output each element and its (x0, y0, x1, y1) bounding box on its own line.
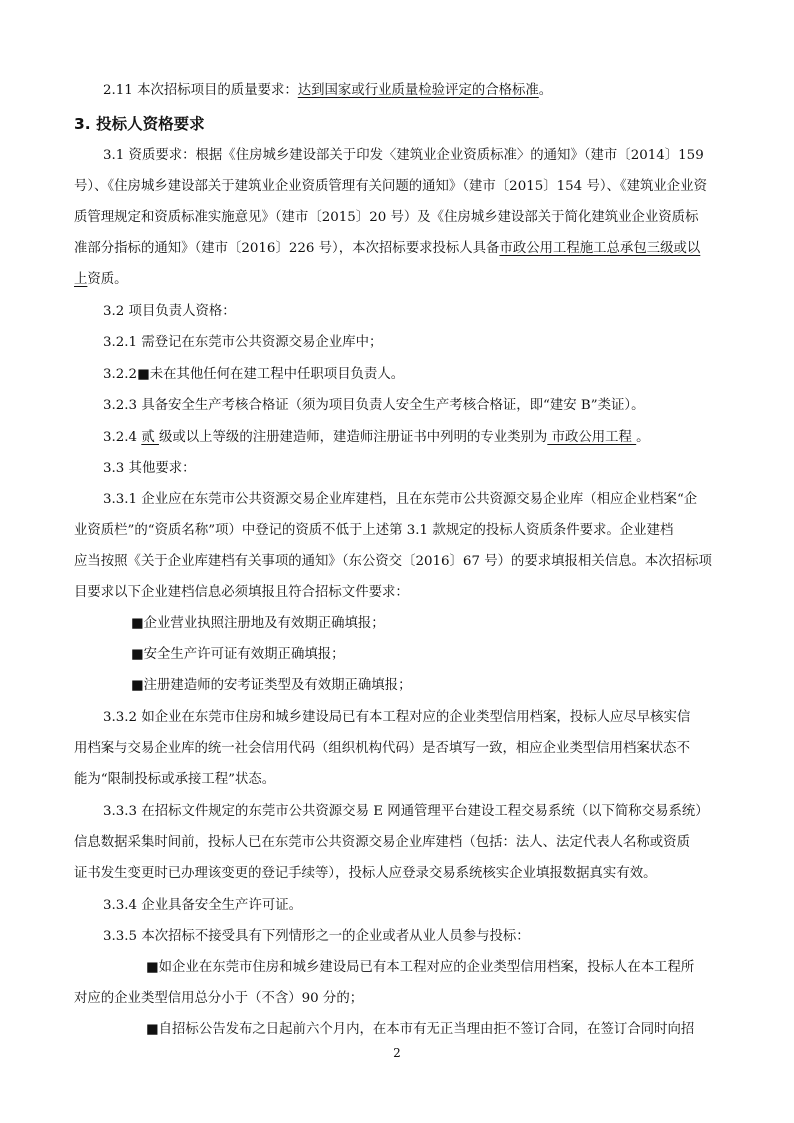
para-321: 3.2.1 需登记在东莞市公共资源交易企业库中； (103, 335, 383, 350)
bullet-constructor-cert: ■注册建造师的安考证类型及有效期正确填报； (131, 678, 412, 693)
para-322: 3.2.2■未在其他任何在建工程中任职项目负责人。 (103, 367, 405, 382)
para-334: 3.3.4 企业具备安全生产许可证。 (103, 898, 303, 913)
constructor-grade-underlined: 贰 (141, 430, 159, 445)
para-333-line-1: 3.3.3 在招标文件规定的东莞市公共资源交易 E 网通管理平台建设工程交易系统（以下简称交易系统） (103, 804, 709, 819)
para-32: 3.2 项目负责人资格： (103, 304, 236, 319)
bullet-business-license: ■企业营业执照注册地及有效期正确填报； (131, 616, 385, 631)
para-323: 3.2.3 具备安全生产考核合格证（须为项目负责人安全生产考核合格证，即“建安 B”类证）。 (103, 398, 645, 413)
para-324: 3.2.4 贰 级或以上等级的注册建造师，建造师注册证书中列明的专业类别为 市政公用工程 。 (103, 430, 650, 445)
quality-standard-underlined: 达到国家或行业质量检验评定的合格标准 (297, 83, 539, 98)
bullet-safety-permit: ■安全生产许可证有效期正确填报； (131, 647, 345, 662)
para-31-line-1: 3.1 资质要求：根据《住房城乡建设部关于印发〈建筑业企业资质标准〉的通知》（建市〔2014〕159 (103, 148, 704, 163)
bullet-refuse-contract: ■自招标公告发布之日起前六个月内，在本市有无正当理由拒不签订合同，在签订合同时向招 (146, 1022, 695, 1037)
para-31-line-3: 质管理规定和资质标准实施意见》（建市〔2015〕20 号）及《住房城乡建设部关于简化建筑业企业资质标 (74, 210, 699, 225)
bullet-credit-score-line-2: 对应的企业类型信用总分小于（不含）90 分的； (74, 991, 364, 1006)
para-332-line-3: 能为“限制投标或承接工程”状态。 (74, 772, 276, 787)
section-heading-bidder-qualification: 3. 投标人资格要求 (74, 115, 205, 133)
quality-requirement-line: 2.11 本次招标项目的质量要求：达到国家或行业质量检验评定的合格标准。 (103, 83, 553, 98)
para-331-line-1: 3.3.1 企业应在东莞市公共资源交易企业库建档，且在东莞市公共资源交易企业库（相应企业档案“企 (103, 492, 698, 507)
para-332-line-1: 3.3.2 如企业在东莞市住房和城乡建设局已有本工程对应的企业类型信用档案，投标人应尽早核实信 (103, 710, 691, 725)
para-331-line-3: 应当按照《关于企业库建档有关事项的通知》（东公资交〔2016〕67 号）的要求填报相关信息。本次招标项 (74, 554, 712, 569)
para-31-line-5: 上资质。 (74, 272, 128, 287)
para-331-line-4: 目要求以下企业建档信息必须填报且符合招标文件要求： (74, 585, 409, 600)
qualification-grade-underlined: 市政公用工程施工总承包三级或以 (499, 241, 701, 256)
bullet-credit-score-line-1: ■如企业在东莞市住房和城乡建设局已有本工程对应的企业类型信用档案，投标人在本工程所 (146, 960, 695, 975)
constructor-specialty-underlined: 市政公用工程 (547, 430, 637, 445)
para-335: 3.3.5 本次招标不接受具有下列情形之一的企业或者从业人员参与投标： (103, 929, 530, 944)
page-number: 2 (393, 1046, 401, 1060)
para-333-line-2: 信息数据采集时间前，投标人已在东莞市公共资源交易企业库建档（包括：法人、法定代表人名称或资质 (74, 835, 690, 850)
para-332-line-2: 用档案与交易企业库的统一社会信用代码（组织机构代码）是否填写一致，相应企业类型信用档案状态不 (74, 741, 690, 756)
para-31-line-4: 准部分指标的通知》（建市〔2016〕226 号），本次招标要求投标人具备市政公用工程施工总承包三级或以 (74, 241, 701, 256)
para-31-line-2: 号）、《住房城乡建设部关于建筑业企业资质管理有关问题的通知》（建市〔2015〕154 号）、《建筑业企业资 (74, 179, 707, 194)
para-331-line-2: 业资质栏”的“资质名称”项）中登记的资质不低于上述第 3.1 款规定的投标人资质条件要求。企业建档 (74, 523, 674, 538)
para-33: 3.3 其他要求： (103, 461, 196, 476)
para-333-line-3: 证书发生变更时已办理该变更的登记手续等），投标人应登录交易系统核实企业填报数据真实有效。 (74, 866, 657, 881)
